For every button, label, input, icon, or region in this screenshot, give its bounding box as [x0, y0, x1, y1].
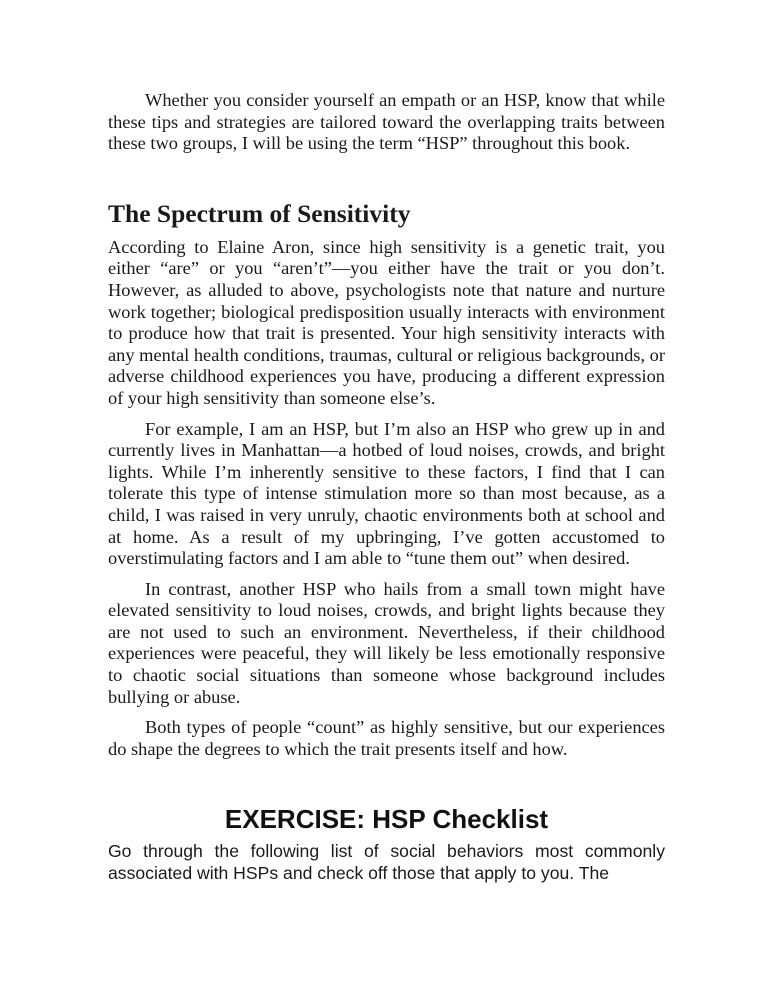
book-page: [108, 90, 665, 885]
both-paragraph: Both types of people “count” as highly sensitive, but our experiences do shape the degrees to which the trait presents itself and how.: [108, 717, 665, 759]
intro-paragraph: Whether you consider yourself an empath or an HSP, know that while these tips and strategies are tailored toward the overlapping traits between these two groups, I will be using the term “HSP” throughout this book.: [108, 90, 665, 154]
exercise-heading: [108, 804, 665, 834]
aron-paragraph: According to Elaine Aron, since high sensitivity is a genetic trait, you either “are” or you “aren’t”—you either have the trait or you don’t. However, as alluded to above, psychologists note that nature and nurture work together; biological predisposition usually interacts with environment to produce how that trait is presented. Your high sensitivity interacts with any mental health conditions, traumas, cultural or religious backgrounds, or adverse childhood experiences you have, producing a different expression of your high sensitivity than someone else’s.: [108, 236, 665, 408]
example-paragraph: For example, I am an HSP, but I’m also an HSP who grew up in and currently lives in Manhattan—a hotbed of loud noises, crowds, and bright lights. While I’m inherently sensitive to these factors, I find that I can tolerate this type of intense stimulation more so than most because, as a child, I was raised in very unruly, chaotic environments both at school and at home. As a result of my upbringing, I’ve gotten accustomed to overstimulating factors and I am able to “tune them out” when desired.: [108, 418, 665, 569]
exercise-prefix: EXERCISE:: [224, 804, 373, 835]
section-heading: The Spectrum of Sensitivity: [108, 198, 411, 228]
checklist-intro-paragraph: Go through the following list of social behaviors most commonly associated with HSPs and check off those that apply to you. The: [108, 841, 665, 884]
exercise-title: HSP Checklist: [372, 804, 549, 835]
contrast-paragraph: In contrast, another HSP who hails from a small town might have elevated sensitivity to loud noises, crowds, and bright lights because they are not used to such an environment. Nevertheless, if their childhood experiences were peaceful, they will likely be less emotionally responsive to chaotic social situations than someone whose background includes bullying or abuse.: [108, 578, 665, 707]
